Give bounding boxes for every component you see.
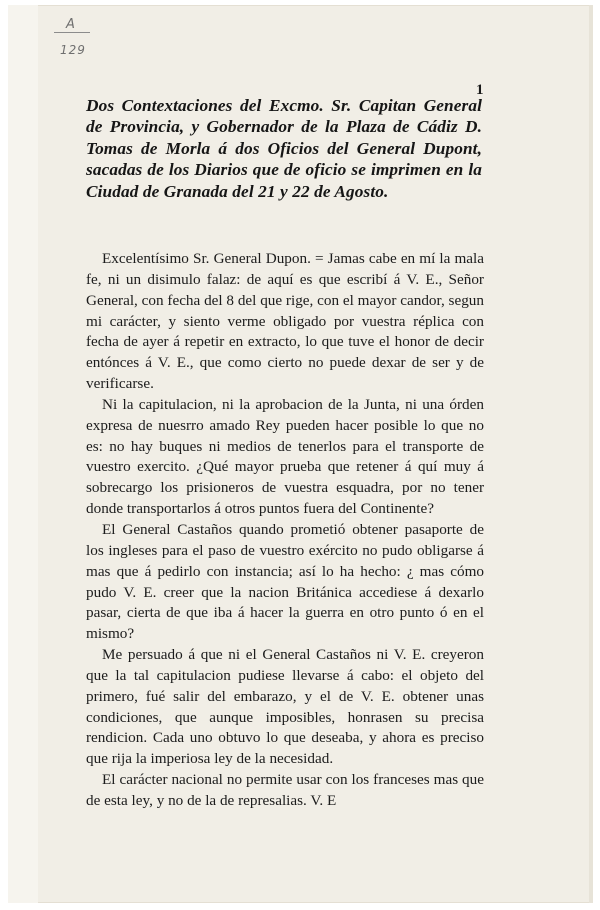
- scan-margin-strip: [8, 5, 38, 903]
- document-heading: Dos Contextaciones del Excmo. Sr. Capitan General de Provincia, y Gobernador de la Plaza de Cádiz D. Tomas de Morla á dos Oficios del General Dupont, sacadas de los Diarios que de oficio se imprimen en la Ciudad de Granada del 21 y 22 de Agosto.: [86, 96, 482, 201]
- page-number: 1: [476, 82, 484, 98]
- paragraph-3: El General Castaños quando prometió obtener pasaporte de los ingleses para el paso de vuestro exército no pudo obligarse á mas que á pedirlo con instancia; así lo ha hecho: ¿ mas cómo pudo V. E. creer que la nacion Británica accediese á dexarlo pasar, cierta de que iba á hacer la guerra en otro punto ó en el mismo?: [86, 520, 484, 643]
- annotation-divider: [54, 32, 90, 33]
- paragraph-1: Excelentísimo Sr. General Dupon. = Jamas cabe en mí la mala fe, ni un disimulo falaz: de aquí es que escribí á V. E., Señor General, con fecha del 8 del que rige, con el mayor candor, segun mi carácter, y siento verme obligado por vuestra réplica con fecha de ayer á repetir en extracto, lo que tuve el honor de decir entónces á V. E., que como cierto no puede dexar de ser y de verificarse.: [86, 250, 484, 393]
- paragraph-4: Me persuado á que ni el General Castaños ni V. E. creyeron que la tal capitulacion pudiese llevarse á cabo: el objeto del primero, fué salir del embarazo, y el de V. E. obtener unas condiciones, que aunque imposibles, honrasen su precisa rendicion. Cada uno obtuvo lo que deseaba, y ahora es preciso que rija la imperiosa ley de la necesidad.: [86, 646, 484, 768]
- paragraph-2: Ni la capitulacion, ni la aprobacion de la Junta, ni una órden expresa de nuesrro amado Rey pueden hacer posible lo que no es: no hay buques ni medios de tenerlos para el transporte de vuestro exercito. ¿Qué mayor prueba que retener á quí muy á sobrecargo los prisioneros de vuestra esquadra, por no tener donde transportarlos á otros puntos fuera del Continente?: [86, 395, 484, 518]
- catalog-number-annotation: 129: [60, 43, 86, 57]
- paragraph-5: El carácter nacional no permite usar con los franceses mas que de esta ley, y no de la de represalias. V. E: [86, 771, 484, 809]
- catalog-letter-annotation: A: [66, 17, 75, 32]
- page-edge: [589, 5, 593, 903]
- document-body: [86, 249, 484, 812]
